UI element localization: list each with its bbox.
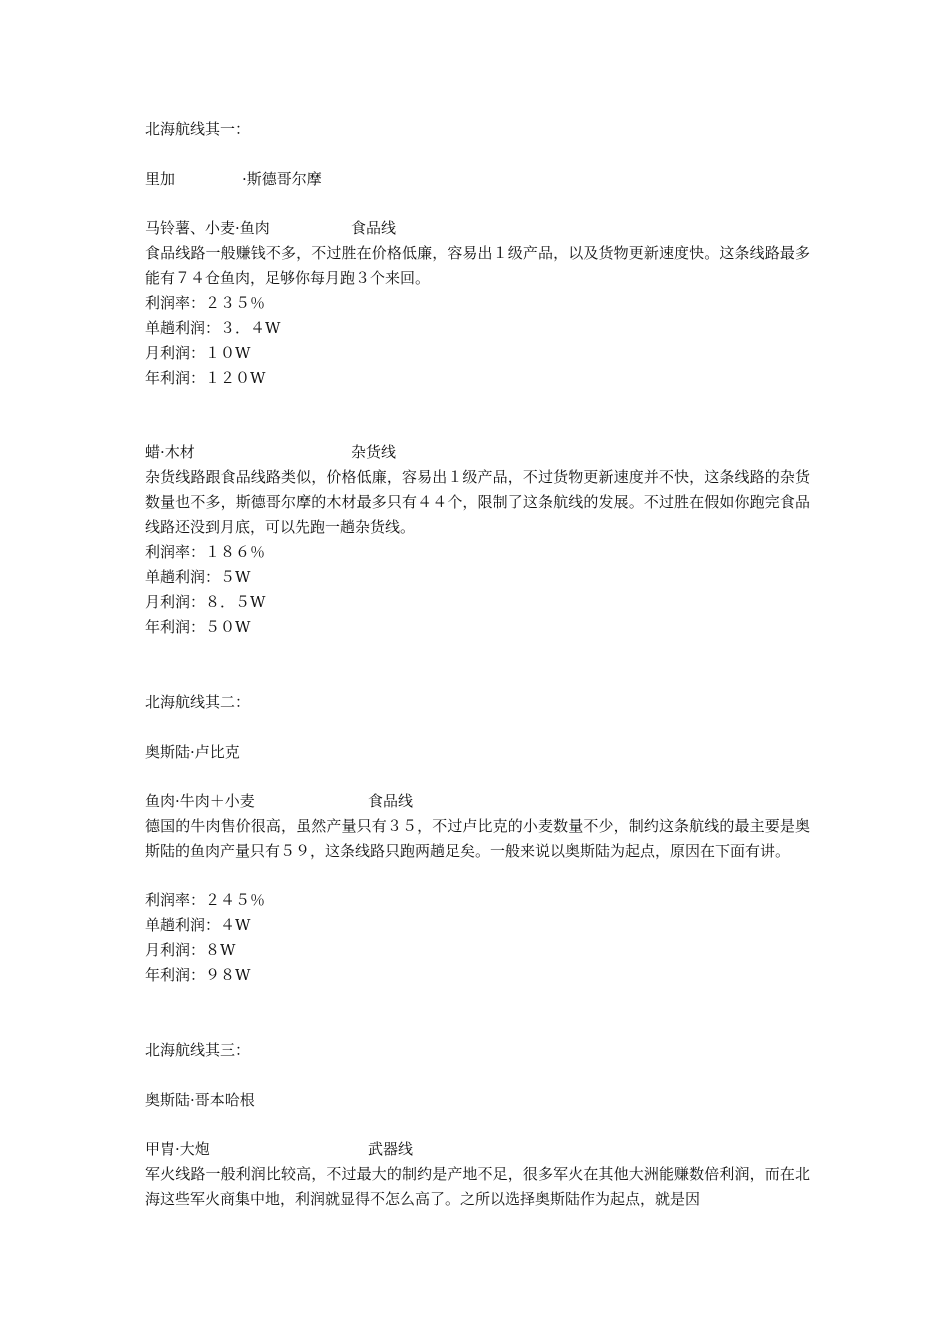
single-trip-profit: 单趟利润：３．４W (145, 319, 281, 337)
goods-line: 甲胄·大炮 (145, 1140, 210, 1158)
route-type: 武器线 (368, 1140, 414, 1158)
monthly-profit: 月利润：１０W (145, 344, 251, 362)
route-name: 奥斯陆·哥本哈根 (145, 1091, 255, 1109)
route-type: 杂货线 (351, 443, 397, 461)
route-name: 奥斯陆·卢比克 (145, 743, 240, 761)
single-trip-profit: 单趟利润：５W (145, 568, 251, 586)
route-description: 德国的牛肉售价很高，虽然产量只有３５，不过卢比克的小麦数量不少，制约这条航线的最主要是奥斯陆的鱼肉产量只有５９，这条线路只跑两趟足矣。一般来说以奥斯陆为起点，原因在下面有讲。 (145, 817, 810, 860)
yearly-profit: 年利润：９８W (145, 966, 251, 984)
yearly-profit: 年利润：５０W (145, 618, 251, 636)
route-description: 食品线路一般赚钱不多，不过胜在价格低廉，容易出１级产品，以及货物更新速度快。这条线路最多能有７４仓鱼肉，足够你每月跑３个来回。 (145, 244, 810, 287)
profit-rate: 利润率：２４５％ (145, 891, 266, 909)
route-type: 食品线 (351, 219, 397, 237)
route-type: 食品线 (368, 792, 414, 810)
yearly-profit: 年利润：１２０W (145, 369, 266, 387)
goods-line: 蜡·木材 (145, 443, 195, 461)
section-heading: 北海航线其二： (145, 693, 251, 711)
route-from: 里加 (145, 170, 176, 188)
monthly-profit: 月利润：８．５W (145, 593, 266, 611)
monthly-profit: 月利润：８W (145, 941, 236, 959)
section-heading: 北海航线其三： (145, 1041, 251, 1059)
route-to: ·斯德哥尔摩 (242, 170, 322, 188)
single-trip-profit: 单趟利润：４W (145, 916, 251, 934)
profit-rate: 利润率：１８６％ (145, 543, 266, 561)
profit-rate: 利润率：２３５％ (145, 294, 266, 312)
goods-line: 马铃薯、小麦·鱼肉 (145, 219, 270, 237)
route-description: 杂货线路跟食品线路类似，价格低廉，容易出１级产品，不过货物更新速度并不快，这条线路的杂货数量也不多，斯德哥尔摩的木材最多只有４４个，限制了这条航线的发展。不过胜在假如你跑完食品线路还没到月底，可以先跑一趟杂货线。 (145, 468, 810, 536)
route-description: 军火线路一般利润比较高，不过最大的制约是产地不足，很多军火在其他大洲能赚数倍利润，而在北海这些军火商集中地，利润就显得不怎么高了。之所以选择奥斯陆作为起点，就是因 (145, 1165, 810, 1208)
section-heading: 北海航线其一： (145, 120, 251, 138)
goods-line: 鱼肉·牛肉＋小麦 (145, 792, 255, 810)
